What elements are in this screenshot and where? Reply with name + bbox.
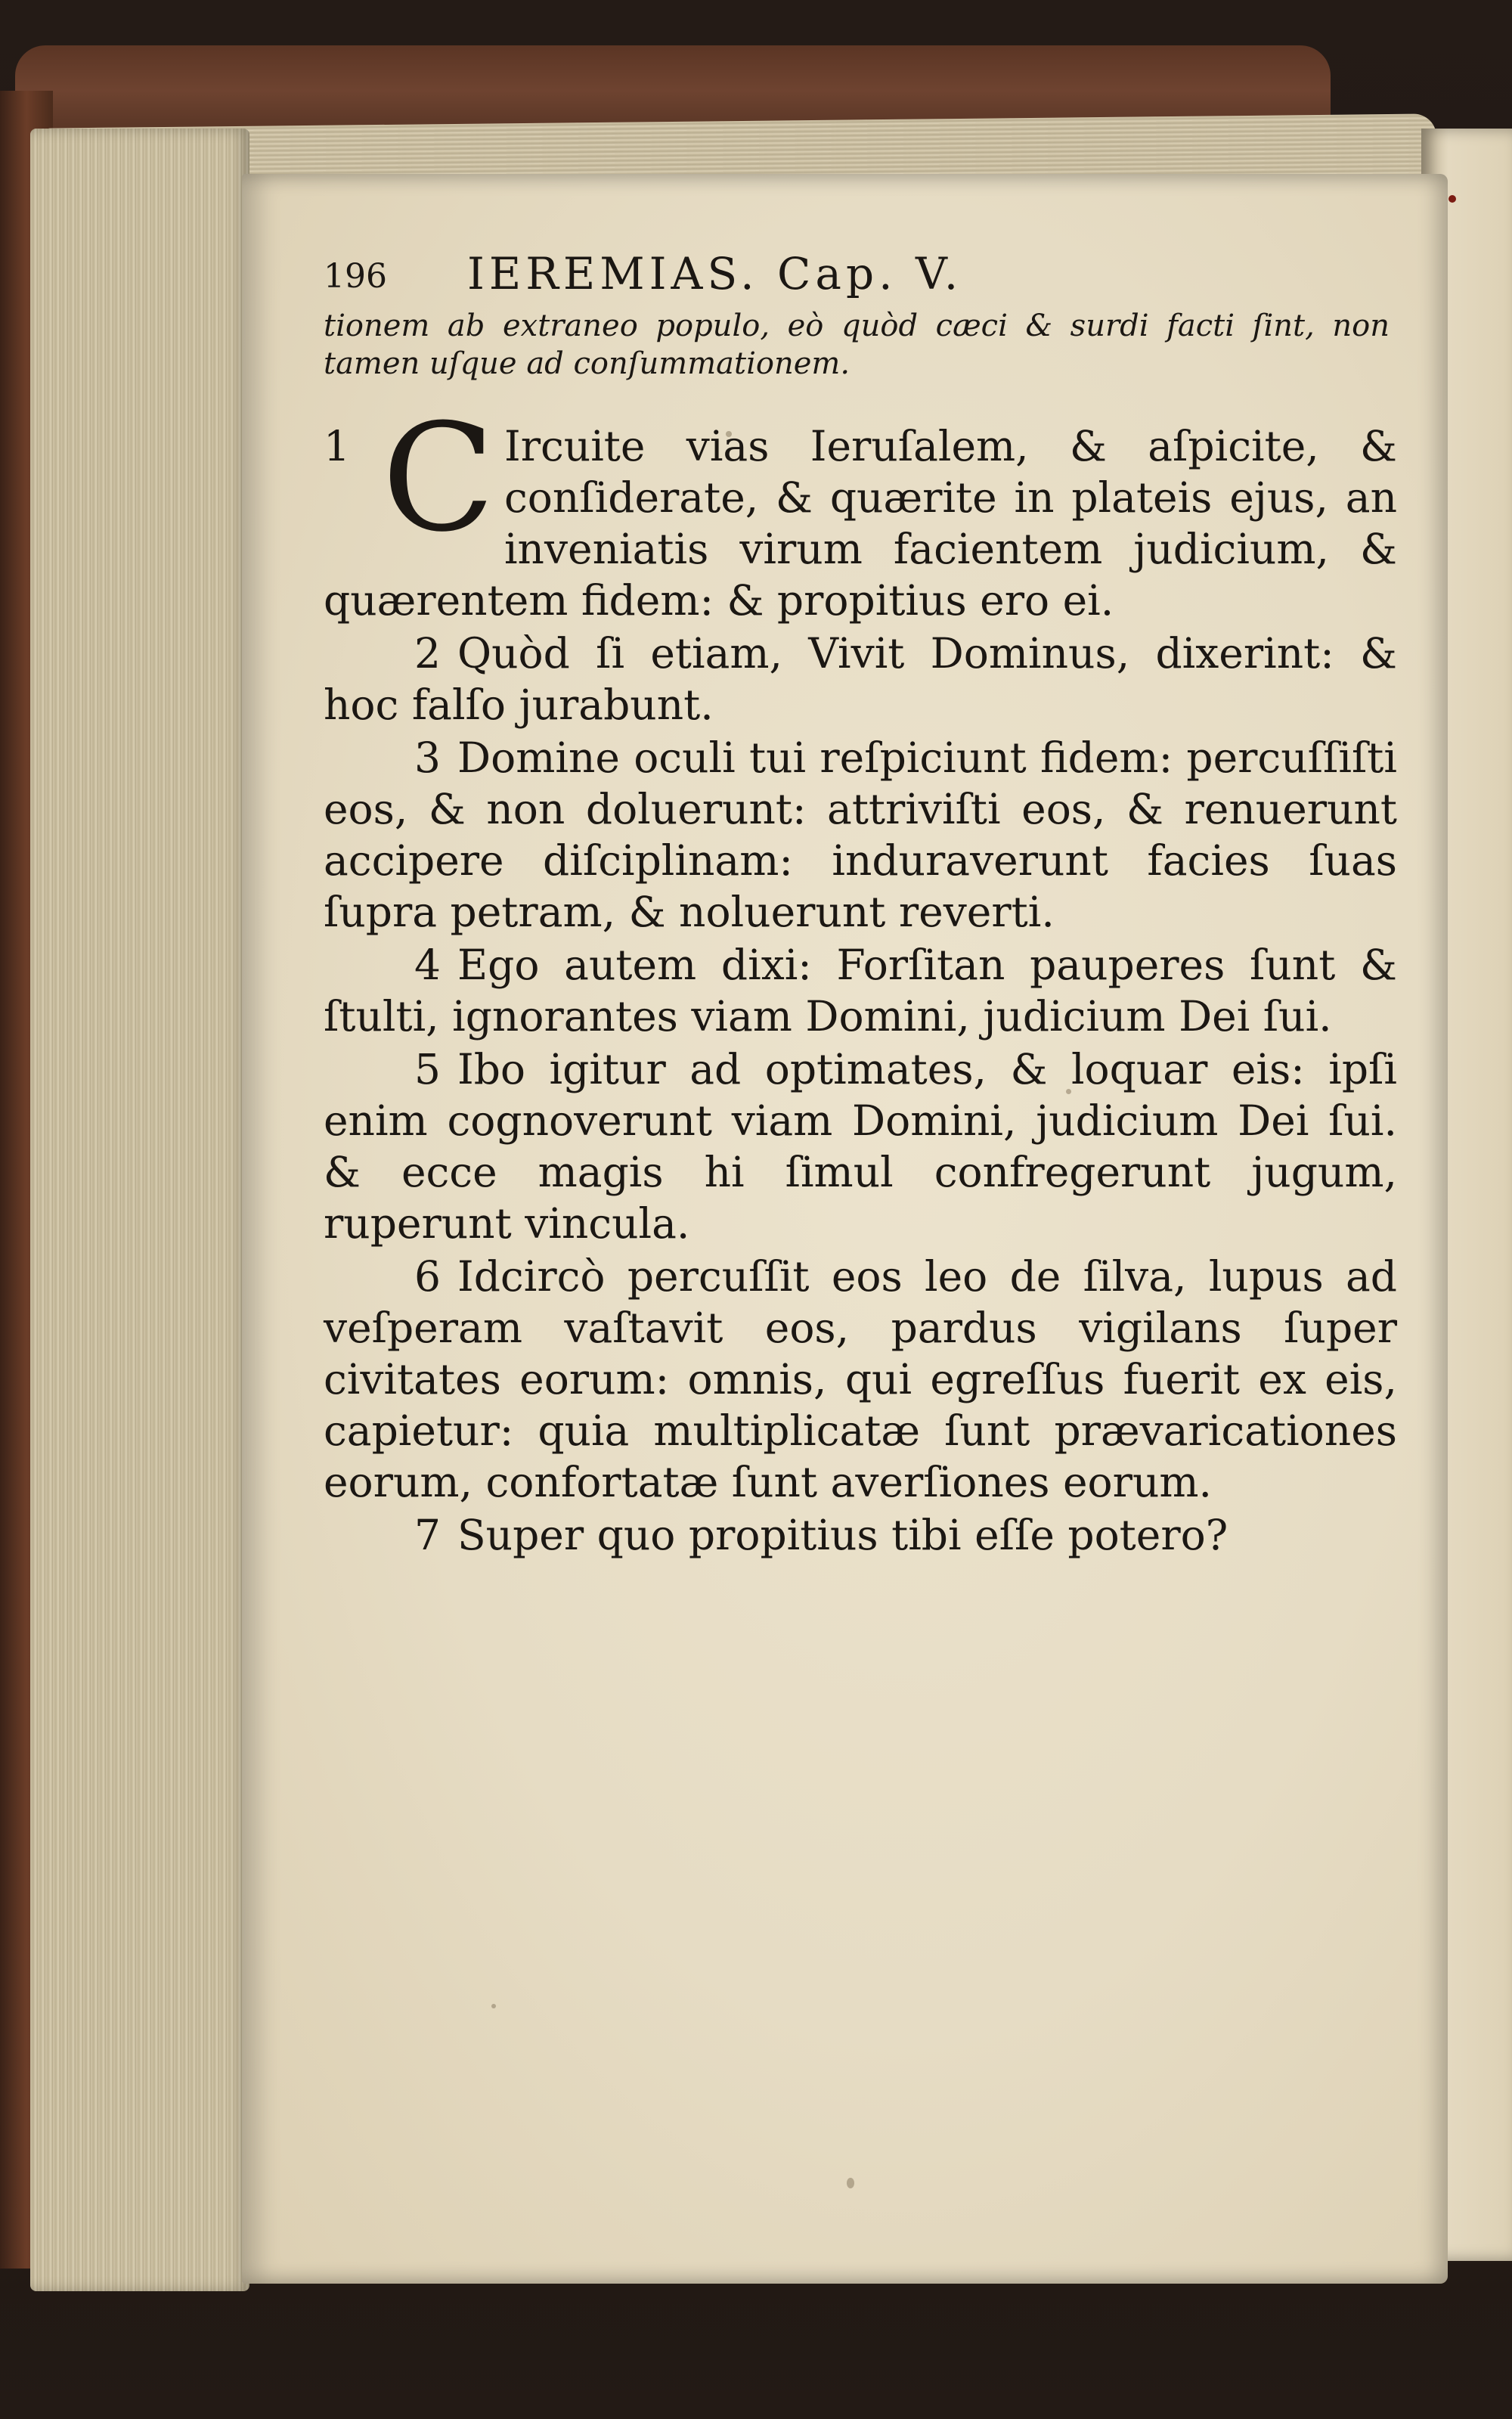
verse-4 — [324, 939, 1397, 1042]
page-header — [324, 227, 1397, 310]
chapter-summary: tionem ab extraneo populo, eò quòd cæci & surdi facti ſint, non tamen uſque ad conſummationem. — [324, 309, 1390, 381]
paper-speck — [491, 2004, 496, 2008]
verse-number: 3 — [414, 733, 441, 782]
verse-2 — [324, 628, 1397, 730]
verse-text: Super quo propitius tibi eſſe potero? — [457, 1511, 1228, 1559]
verse-number: 6 — [414, 1252, 441, 1301]
running-title: IEREMIAS. Cap. V. — [467, 248, 963, 299]
verse-number: 7 — [414, 1511, 441, 1559]
drop-cap: C — [382, 392, 495, 565]
verse-7 — [324, 1509, 1397, 1561]
red-mark — [1448, 195, 1456, 203]
verse-3 — [324, 732, 1397, 938]
verse-text: Quòd ſi etiam, Vivit Dominus, dixerint: & hoc falſo jurabunt. — [324, 629, 1397, 729]
verse-number: 2 — [414, 629, 441, 678]
page-text — [324, 227, 1397, 1562]
paper-speck — [847, 2178, 854, 2188]
verse-1 — [324, 392, 1397, 626]
verse-text: Ego autem dixi: Forſitan pauperes ſunt & ſtulti, ignorantes viam Domini, judicium Dei ſui. — [324, 941, 1397, 1040]
verse-text: Idcircò percuſſit eos leo de ſilva, lupus ad veſperam vaſtavit eos, pardus vigilans ſuper civitates eorum: omnis, qui egreſſus fuerit ex eis, capietur: quia multiplicatæ ſunt prævaricationes eorum, confortatæ ſunt averſiones eorum. — [324, 1252, 1397, 1506]
verse-number: 1 — [324, 422, 350, 470]
verse-number: 4 — [414, 941, 441, 989]
verse-list — [324, 392, 1397, 1561]
verse-5 — [324, 1044, 1397, 1249]
verse-text: Ibo igitur ad optimates, & loquar eis: ipſi enim cognoverunt viam Domini, judicium Dei ſui. & ecce magis hi ſimul confregerunt jugum, ruperunt vincula. — [324, 1045, 1397, 1248]
page-number: 196 — [324, 257, 387, 296]
verse-text: Domine oculi tui reſpiciunt fidem: percuſſiſti eos, & non doluerunt: attriviſti eos, & renuerunt accipere diſciplinam: induraverunt facies ſuas ſupra petram, & noluerunt reverti. — [324, 733, 1397, 936]
page-fore-edges — [30, 129, 249, 2291]
verse-6 — [324, 1251, 1397, 1508]
verse-text: Ircuite vias Ieruſalem, & aſpicite, & conſiderate, & quærite in plateis ejus, an inveniatis virum facientem judicium, & quærentem fidem: & propitius ero ei. — [324, 422, 1397, 625]
verse-number: 5 — [414, 1045, 441, 1093]
